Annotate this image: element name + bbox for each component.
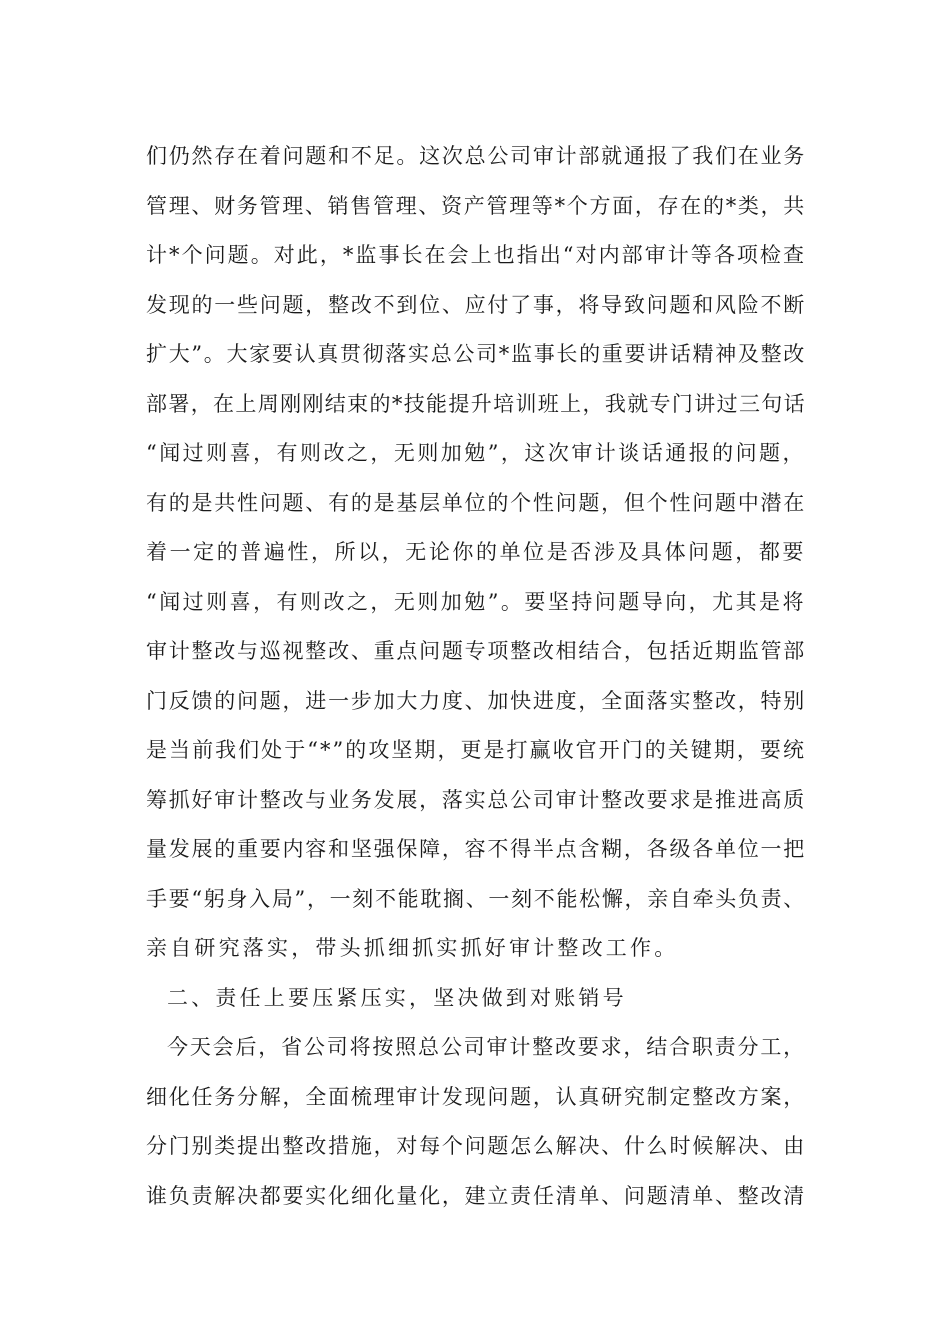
paragraph-line: 着一定的普遍性，所以，无论你的单位是否涉及具体问题，都要 [146, 540, 806, 564]
paragraph-line: 部署，在上周刚刚结束的*技能提升培训班上，我就专门讲过三句话 [146, 391, 806, 416]
paragraph-line: 审计整改与巡视整改、重点问题专项整改相结合，包括近期监管部 [146, 639, 806, 663]
paragraph-line: 有的是共性问题、有的是基层单位的个性问题，但个性问题中潜在 [146, 490, 806, 515]
paragraph-line: 是当前我们处于“*”的攻坚期，更是打赢收官开门的关键期，要统 [146, 738, 806, 762]
paragraph-line: 发现的一些问题，整改不到位、应付了事，将导致问题和风险不断 [146, 292, 806, 317]
paragraph-line: 细化任务分解，全面梳理审计发现问题，认真研究制定整改方案， [146, 1084, 806, 1109]
paragraph-line: 谁负责解决都要实化细化量化，建立责任清单、问题清单、整改清 [146, 1183, 806, 1208]
paragraph-line-indented: 二、责任上要压紧压实，坚决做到对账销号 [167, 985, 627, 1010]
paragraph-line: 分门别类提出整改措施，对每个问题怎么解决、什么时候解决、由 [146, 1134, 806, 1158]
paragraph-line: 计*个问题。对此，*监事长在会上也指出“对内部审计等各项检查 [146, 243, 806, 267]
paragraph-line: 量发展的重要内容和坚强保障，容不得半点含糊，各级各单位一把 [146, 837, 806, 861]
paragraph-line: 扩大”。大家要认真贯彻落实总公司*监事长的重要讲话精神及整改 [146, 342, 806, 366]
paragraph-line: 管理、财务管理、销售管理、资产管理等*个方面，存在的*类，共 [146, 193, 806, 218]
paragraph-line: 亲自研究落实，带头抓细抓实抓好审计整改工作。 [146, 936, 679, 960]
body-text [146, 132, 836, 1221]
paragraph-line: “闻过则喜，有则改之，无则加勉”，这次审计谈话通报的问题， [146, 441, 806, 465]
paragraph-line: 筹抓好审计整改与业务发展，落实总公司审计整改要求是推进高质 [146, 787, 806, 812]
paragraph-line: 手要“躬身入局”，一刻不能耽搁、一刻不能松懈，亲自牵头负责、 [146, 886, 806, 911]
paragraph-line-indented: 今天会后，省公司将按照总公司审计整改要求，结合职责分工， [167, 1035, 806, 1059]
paragraph-line: “闻过则喜，有则改之，无则加勉”。要坚持问题导向，尤其是将 [146, 589, 806, 614]
paragraph-line: 门反馈的问题，进一步加大力度、加快进度，全面落实整改，特别 [146, 688, 806, 713]
paragraph-line: 们仍然存在着问题和不足。这次总公司审计部就通报了我们在业务 [146, 144, 806, 168]
